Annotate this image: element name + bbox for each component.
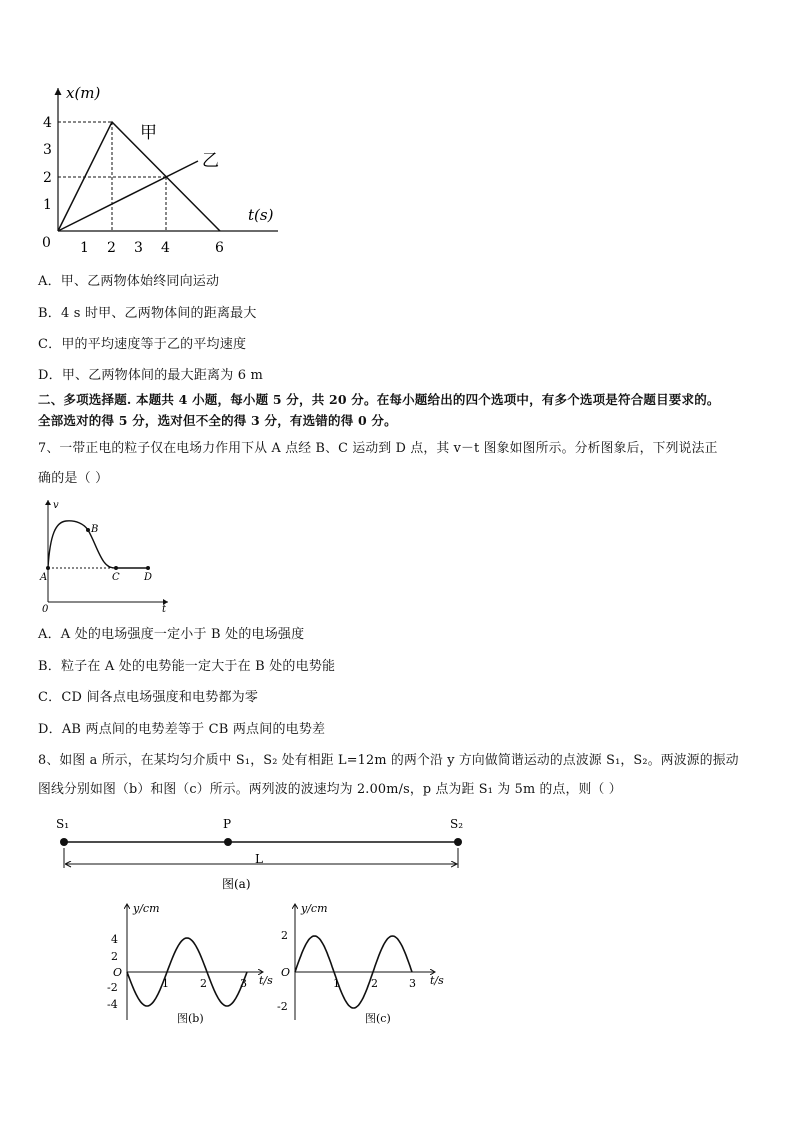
vt-graph — [36, 494, 176, 614]
svg-text:P: P — [223, 817, 232, 831]
x-tick: 4 — [161, 240, 170, 256]
label-jia: 甲 — [140, 123, 157, 143]
origin-label: 0 — [42, 235, 51, 251]
p-point — [224, 838, 232, 846]
svg-text:y/cm: y/cm — [133, 902, 160, 915]
svg-text:S₁: S₁ — [56, 817, 70, 831]
svg-text:图(a): 图(a) — [222, 877, 251, 891]
svg-text:O: O — [113, 966, 123, 979]
s1-point — [60, 838, 68, 846]
figure-b — [105, 898, 285, 1028]
svg-text:2: 2 — [371, 977, 378, 990]
svg-text:t/s: t/s — [259, 974, 273, 987]
svg-text:y/cm: y/cm — [301, 902, 328, 915]
q7-option-d: D．AB 两点间的电势差等于 CB 两点间的电势差 — [38, 722, 326, 737]
svg-text:-2: -2 — [277, 1000, 288, 1013]
s2-point — [454, 838, 462, 846]
svg-text:S₂: S₂ — [450, 817, 464, 831]
svg-text:C: C — [112, 572, 120, 583]
series-yi-line — [58, 161, 198, 231]
svg-text:2: 2 — [111, 950, 118, 963]
svg-text:D: D — [144, 572, 153, 583]
section2-line1: 二、多项选择题. 本题共 4 小题，每小题 5 分，共 20 分。在每小题给出的四个选项中，有多个选项是符合题目要求的。 — [38, 392, 720, 407]
q7-option-b: B．粒子在 A 处的电势能一定大于在 B 处的电势能 — [38, 659, 336, 674]
y-tick: 4 — [43, 115, 52, 131]
xt-graph — [30, 80, 290, 260]
x-axis-label: t(s) — [248, 206, 274, 224]
x-tick: 2 — [107, 240, 116, 256]
q7-stem-line2: 确的是（ ） — [38, 471, 109, 486]
svg-text:1: 1 — [162, 977, 169, 990]
svg-text:1: 1 — [333, 977, 340, 990]
figure-a — [50, 812, 480, 897]
svg-text:3: 3 — [409, 977, 416, 990]
y-tick: 1 — [43, 197, 52, 213]
x-tick: 3 — [134, 240, 143, 256]
svg-text:0: 0 — [42, 604, 49, 614]
label-yi: 乙 — [202, 151, 219, 171]
q7-option-a: A．A 处的电场强度一定小于 B 处的电场强度 — [38, 627, 305, 642]
svg-text:t: t — [162, 604, 167, 614]
q8-stem-line1: 8、如图 a 所示，在某均匀介质中 S₁，S₂ 处有相距 L=12m 的两个沿 y 方向做简谐运动的点波源 S₁，S₂。两波源的振动 — [38, 753, 739, 768]
svg-text:O: O — [281, 966, 291, 979]
q7-stem-line1: 7、一带正电的粒子仅在电场力作用下从 A 点经 B、C 运动到 D 点，其 v－t 图象如图所示。分析图象后，下列说法正 — [38, 441, 718, 456]
q6-option-b: B．4 s 时甲、乙两物体间的距离最大 — [38, 306, 257, 321]
y-axis-label: x(m) — [66, 84, 101, 102]
section2-line2: 全部选对的得 5 分，选对但不全的得 3 分，有选错的得 0 分。 — [38, 413, 397, 428]
svg-text:4: 4 — [111, 933, 118, 946]
q7-option-c: C．CD 间各点电场强度和电势都为零 — [38, 690, 259, 705]
q6-option-d: D．甲、乙两物体间的最大距离为 6 m — [38, 368, 264, 383]
svg-text:B: B — [91, 524, 99, 535]
svg-text:v: v — [53, 500, 59, 511]
svg-text:2: 2 — [200, 977, 207, 990]
svg-text:L: L — [255, 852, 263, 866]
svg-text:2: 2 — [281, 929, 288, 942]
svg-text:t/s: t/s — [430, 974, 444, 987]
svg-text:A: A — [40, 572, 48, 583]
svg-text:-4: -4 — [107, 998, 118, 1011]
figure-c — [275, 898, 455, 1028]
q8-stem-line2: 图线分别如图（b）和图（c）所示。两列波的波速均为 2.00m/s，p 点为距 S₁ 为 5m 的点，则（ ） — [38, 782, 622, 797]
x-tick: 1 — [80, 240, 89, 256]
svg-text:图(b): 图(b) — [177, 1012, 204, 1025]
q6-option-c: C．甲的平均速度等于乙的平均速度 — [38, 337, 247, 352]
x-tick: 6 — [215, 240, 224, 256]
y-tick: 2 — [43, 170, 52, 186]
y-tick: 3 — [43, 142, 52, 158]
svg-text:-2: -2 — [107, 981, 118, 994]
svg-text:3: 3 — [240, 977, 247, 990]
svg-text:图(c): 图(c) — [365, 1012, 391, 1025]
q6-option-a: A．甲、乙两物体始终同向运动 — [38, 274, 220, 289]
